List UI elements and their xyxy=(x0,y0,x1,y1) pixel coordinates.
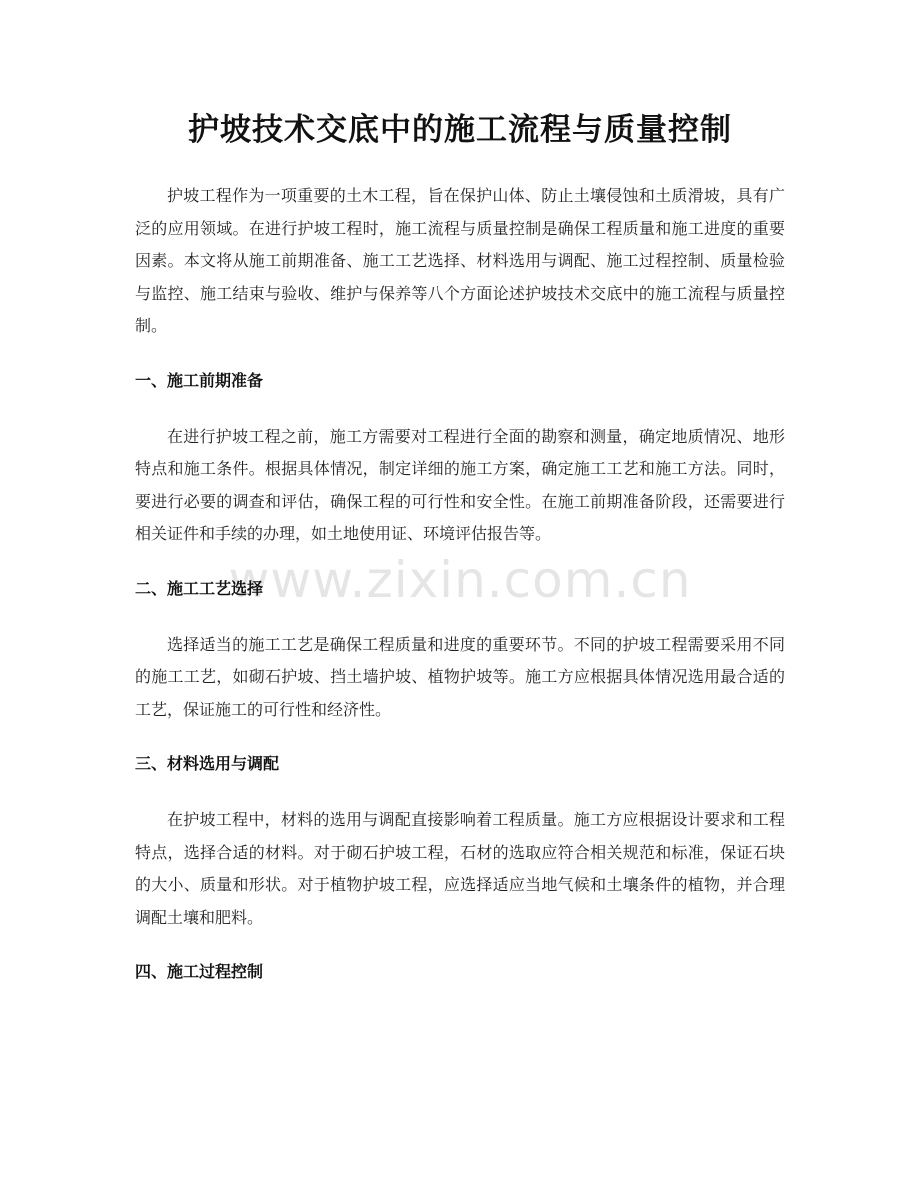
section-body-3: 在护坡工程中，材料的选用与调配直接影响着工程质量。施工方应根据设计要求和工程特点，选择合适的材料。对于砌石护坡工程，石材的选取应符合相关规范和标准，保证石块的大小、质量和形状。对于植物护坡工程，应选择适应当地气候和土壤条件的植物，并合理调配土壤和肥料。 xyxy=(135,810,785,927)
section-body-1: 在进行护坡工程之前，施工方需要对工程进行全面的勘察和测量，确定地质情况、地形特点和施工条件。根据具体情况，制定详细的施工方案，确定施工工艺和施工方法。同时，要进行必要的调查和评估，确保工程的可行性和安全性。在施工前期准备阶段，还需要进行相关证件和手续的办理，如土地使用证、环境评估报告等。 xyxy=(135,426,785,543)
section-heading-4: 四、施工过程控制 xyxy=(135,962,264,981)
section-heading-1: 一、施工前期准备 xyxy=(135,370,264,390)
document-body xyxy=(135,180,785,988)
section-heading-3: 三、材料选用与调配 xyxy=(135,754,280,773)
document-title: 护坡技术交底中的施工流程与质量控制 xyxy=(188,112,732,148)
watermark: www.zixin.com.cn xyxy=(228,551,692,609)
intro-paragraph: 护坡工程作为一项重要的土木工程，旨在保护山体、防止土壤侵蚀和土质滑坡，具有广泛的应用领域。在进行护坡工程时，施工流程与质量控制是确保工程质量和施工进度的重要因素。本文将从施工前期准备、施工工艺选择、材料选用与调配、施工过程控制、质量检验与监控、施工结束与验收、维护与保养等八个方面论述护坡技术交底中的施工流程与质量控制。 xyxy=(135,186,785,335)
section-body-2: 选择适当的施工工艺是确保工程质量和进度的重要环节。不同的护坡工程需要采用不同的施工工艺，如砌石护坡、挡土墙护坡、植物护坡等。施工方应根据具体情况选用最合适的工艺，保证施工的可行性和经济性。 xyxy=(135,634,785,719)
section-heading-2: 二、施工工艺选择 xyxy=(135,578,264,598)
